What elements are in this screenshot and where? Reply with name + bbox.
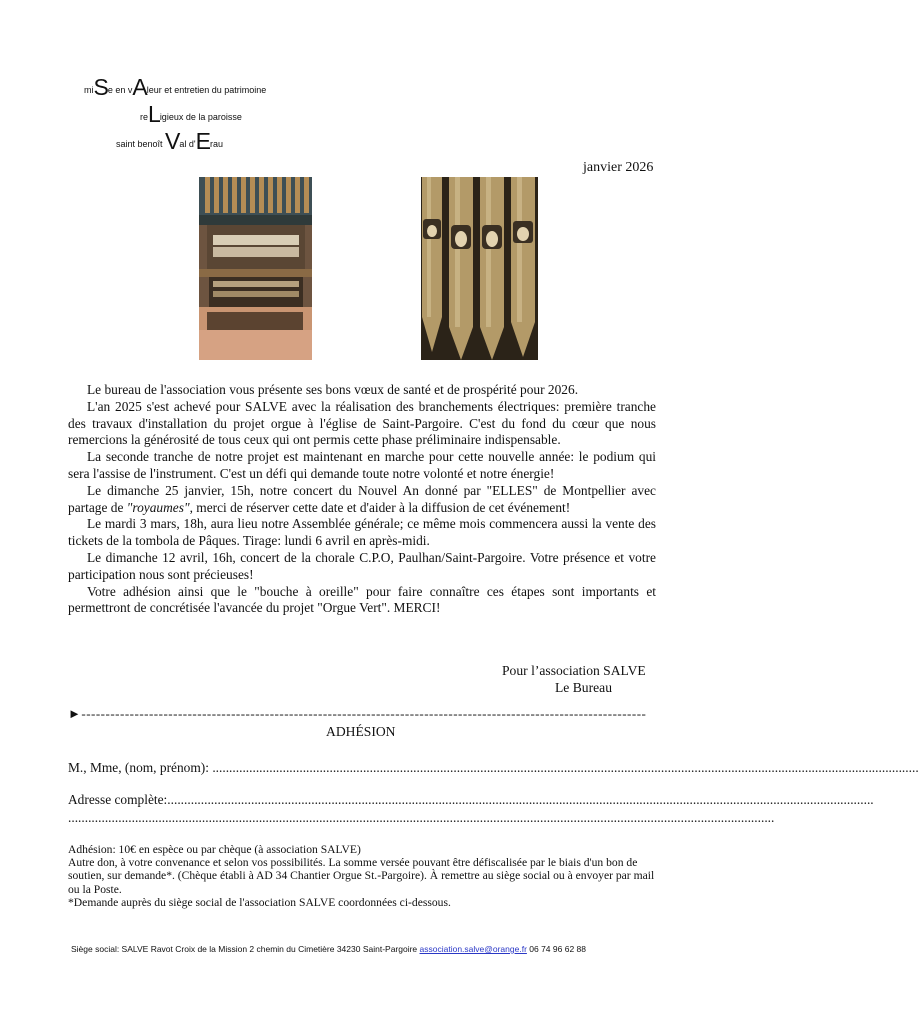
paragraph-wishes: Le bureau de l'association vous présente ses bons vœux de santé et de prospérité pour 2026. bbox=[87, 382, 579, 397]
paragraph-general-assembly: Le mardi 3 mars, 18h, aura lieu notre Assemblée générale; ce même mois commencera aussi la vente des tickets de la tombola de Pâques. Tirage: lundi 6 avril en après-midi. bbox=[68, 516, 656, 549]
address-field-line-2[interactable] bbox=[68, 810, 775, 826]
donation-info: Autre don, à votre convenance et selon vos possibilités. La somme versée pouvant être défiscalisée par le biais d'un bon de soutien, sur demande*. (Chèque établi à AD 34 Chantier Orgue St.-Pargoire). À remettre au siège social ou à envoyer par mail ou la Poste. bbox=[68, 856, 655, 896]
letter-body bbox=[68, 382, 656, 617]
organ-console-photo bbox=[199, 177, 312, 360]
logo-line-1: miSe en vAleur et entretien du patrimoine bbox=[84, 74, 267, 100]
signature-line-1: Pour l’association SALVE bbox=[502, 663, 646, 678]
cut-line: ►--------------------------------------------------------------------------------------------------------------------- bbox=[68, 706, 647, 721]
logo-line-2: reLigieux de la paroisse bbox=[140, 101, 242, 127]
paragraph-choir-concert: Le dimanche 12 avril, 16h, concert de la chorale C.P.O, Paulhan/Saint-Pargoire. Votre présence et votre participation nous sont précieuses! bbox=[68, 549, 656, 582]
signature-line-2: Le Bureau bbox=[555, 680, 612, 695]
membership-details bbox=[68, 843, 658, 909]
paragraph-membership-appeal: Votre adhésion ainsi que le "bouche à oreille" pour faire connaître ces étapes sont importants et permettront de concrétisée l'avancée du projet "Orgue Vert". MERCI! bbox=[68, 583, 656, 616]
name-label: M., Mme, (nom, prénom): bbox=[68, 760, 213, 775]
logo-line-3: saint benoît Val d'Erau bbox=[116, 128, 223, 154]
footer-phone: 06 74 96 62 88 bbox=[526, 944, 586, 954]
form-title: ADHÉSION bbox=[326, 724, 396, 739]
paragraph-2025-review: L'an 2025 s'est achevé pour SALVE avec la réalisation des branchements électriques: première tranche des travaux d'installation du projet orgue à l'église de Saint-Pargoire. C'est du fond du cœur que nous remercions la générosité de tous ceux qui ont permis cette phase préliminaire indispensable. bbox=[68, 398, 656, 448]
footer-address: Siège social: SALVE Ravot Croix de la Mission 2 chemin du Cimetière 34230 Saint-Pargoire bbox=[71, 944, 420, 954]
address-dots: ................................................................................................................................................................................................................... bbox=[167, 792, 874, 807]
membership-fee: Adhésion: 10€ en espèce ou par chèque (à association SALVE) bbox=[68, 843, 361, 856]
paragraph-new-year-concert: Le dimanche 25 janvier, 15h, notre concert du Nouvel An donné par "ELLES" de Montpellier avec partage de "royaumes", merci de réserver cette date et d'aider à la diffusion de cet événement! bbox=[68, 482, 656, 515]
address-dots-2: ................................................................................................................................................................................................................... bbox=[68, 810, 775, 825]
request-note: *Demande auprès du siège social de l'association SALVE coordonnées ci-dessous. bbox=[68, 895, 451, 909]
paragraph-second-phase: La seconde tranche de notre projet est maintenant en marche pour cette nouvelle année: le podium qui sera l'assise de l'instrument. C'est un défi qui demande toute notre volonté et notre énergie! bbox=[68, 449, 656, 481]
footer-email-link[interactable]: association.salve@orange.fr bbox=[419, 944, 527, 954]
address-label: Adresse complète: bbox=[68, 792, 168, 807]
letter-date: janvier 2026 bbox=[583, 160, 654, 175]
organ-pipes-photo bbox=[421, 177, 538, 360]
name-field[interactable] bbox=[68, 760, 919, 776]
footer bbox=[71, 944, 586, 954]
name-dots: ................................................................................................................................................................................................................... bbox=[212, 760, 919, 775]
address-field[interactable] bbox=[68, 792, 874, 808]
